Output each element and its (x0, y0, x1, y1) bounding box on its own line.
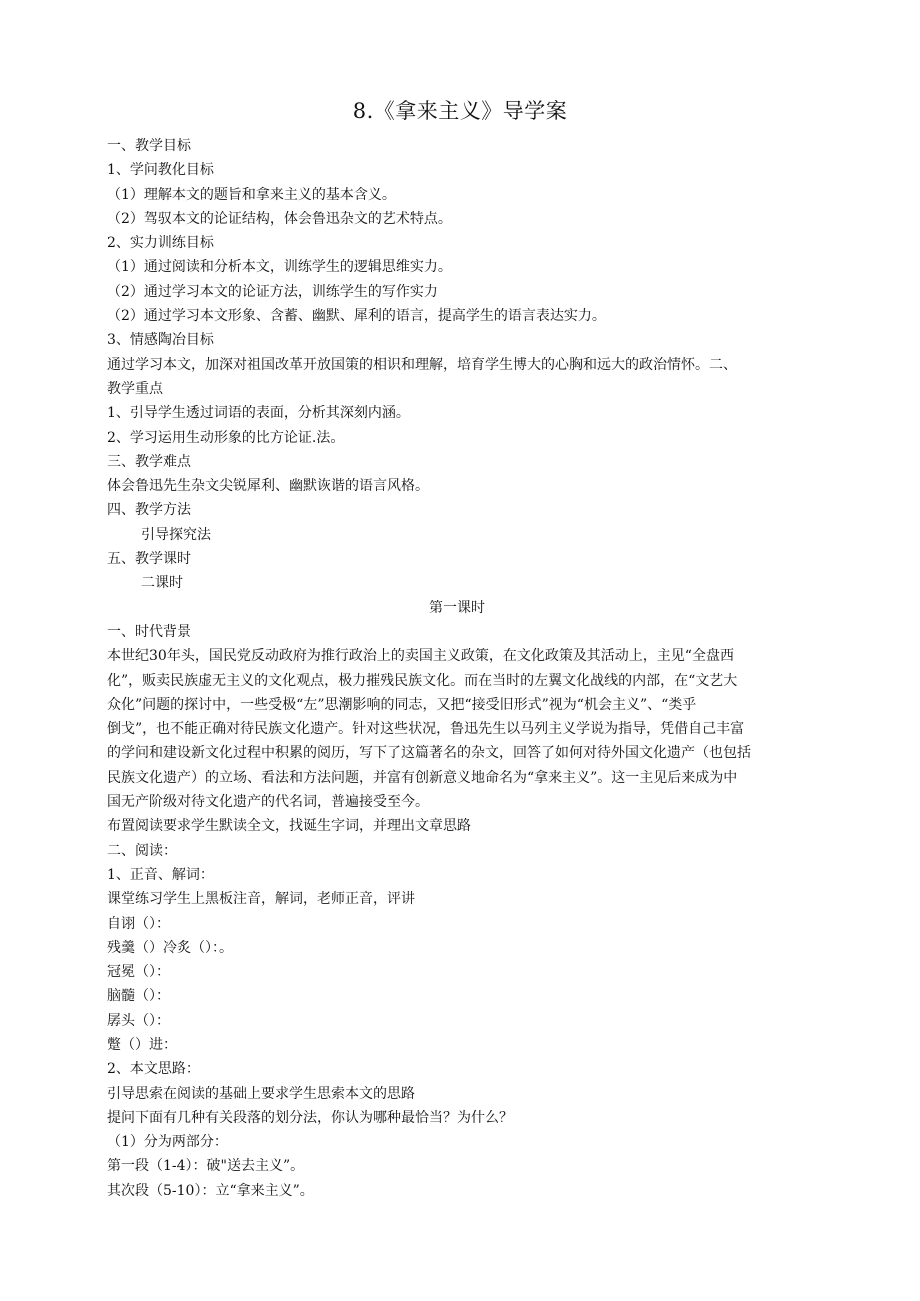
text-line: 2、学习运用生动形象的比方论证.法。 (107, 429, 345, 446)
text-line: 引导探究法 (141, 526, 211, 543)
text-line: 第一段（1-4）：破"送去主义”。 (107, 1158, 305, 1175)
text-line: 本世纪30年头，国民党反动政府为推行政治上的卖国主义政策，在文化政策及其活动上，主见“全盘西 (107, 648, 734, 665)
text-line: 脑髓（）： (107, 988, 170, 1005)
text-line: （1）理解本文的题旨和拿来主义的基本含义。 (107, 186, 396, 203)
text-line: 四、教学方法 (107, 502, 191, 519)
text-line: 二课时 (141, 575, 183, 592)
text-line: 课堂练习学生上黑板注音，解词，老师正音，评讲 (107, 891, 415, 908)
text-line: 1、学问教化目标 (107, 162, 214, 179)
text-line: （2）驾驭本文的论证结构，体会鲁迅杂文的艺术特点。 (107, 210, 452, 227)
document-title: 8.《拿来主义》导学案 (352, 99, 568, 123)
text-line: 自诩（）： (107, 915, 170, 932)
text-line: （2）通过学习本文的论证方法，训练学生的写作实力 (107, 283, 438, 300)
text-line: 孱头（）： (107, 1012, 170, 1029)
text-line: 冠冕（）： (107, 964, 170, 981)
text-line: 三、教学难点 (107, 453, 191, 470)
document-body (107, 134, 807, 1203)
text-line: 教学重点 (107, 380, 163, 397)
text-line: 1、正音、解词： (107, 866, 214, 883)
text-line: 2、本文思路： (107, 1061, 200, 1078)
text-line: 其次段（5-10）：立“拿来主义”。 (107, 1182, 314, 1199)
text-line: 布置阅读要求学生默读全文，找诞生字词，并理出文章思路 (107, 818, 471, 835)
text-line: 残羹（）冷炙（）：。 (107, 939, 233, 956)
text-line: 众化”问题的探讨中，一些受极“左”思潮影响的同志，又把“接受旧形式”视为“机会主义”、“类乎 (107, 696, 697, 713)
text-line: 民族文化遗产）的立场、看法和方法问题，并富有创新意义地命名为“拿来主义”。这一主见后来成为中 (107, 769, 738, 786)
text-line: 1、引导学生透过词语的表面，分析其深刻内涵。 (107, 405, 410, 422)
text-line: 二、阅读： (107, 842, 177, 859)
section-heading: 第一课时 (429, 599, 485, 616)
text-line: 3、情感陶冶目标 (107, 332, 214, 349)
text-line: 2、实力训练目标 (107, 235, 214, 252)
text-line: （2）通过学习本文形象、含蓄、幽默、犀利的语言，提高学生的语言表达实力。 (107, 308, 606, 325)
text-line: 引导思索在阅读的基础上要求学生思索本文的思路 (107, 1085, 415, 1102)
text-line: 国无产阶级对待文化遗产的代名词，普遍接受至今。 (107, 794, 429, 811)
text-line: 通过学习本文，加深对祖国改革开放国策的相识和理解，培育学生博大的心胸和远大的政治情怀。二、 (107, 356, 737, 373)
text-line: 五、教学课时 (107, 551, 191, 568)
text-line: 化”，贩卖民族虚无主义的文化观点，极力摧残民族文化。而在当时的左翼文化战线的内部，在“文艺大 (107, 672, 738, 689)
text-line: 倒戈”，也不能正确对待民族文化遗产。针对这些状况，鲁迅先生以马列主义学说为指导，凭借自己丰富 (107, 721, 745, 738)
text-line: （1）分为两部分： (107, 1134, 228, 1151)
text-line: 提问下面有几种有关段落的划分法，你认为哪种最恰当？为什么？ (107, 1109, 513, 1126)
text-line: 一、教学目标 (107, 138, 191, 154)
text-line: 一、时代背景 (107, 623, 191, 640)
text-line: 体会鲁迅先生杂文尖锐犀利、幽默诙谐的语言风格。 (107, 478, 429, 495)
text-line: （1）通过阅读和分析本文，训练学生的逻辑思维实力。 (107, 259, 452, 276)
text-line: 的学问和建设新文化过程中积累的阅历，写下了这篇著名的杂文，回答了如何对待外国文化遗产（也包括 (107, 745, 751, 762)
text-line: 蹩（）进： (107, 1036, 177, 1053)
